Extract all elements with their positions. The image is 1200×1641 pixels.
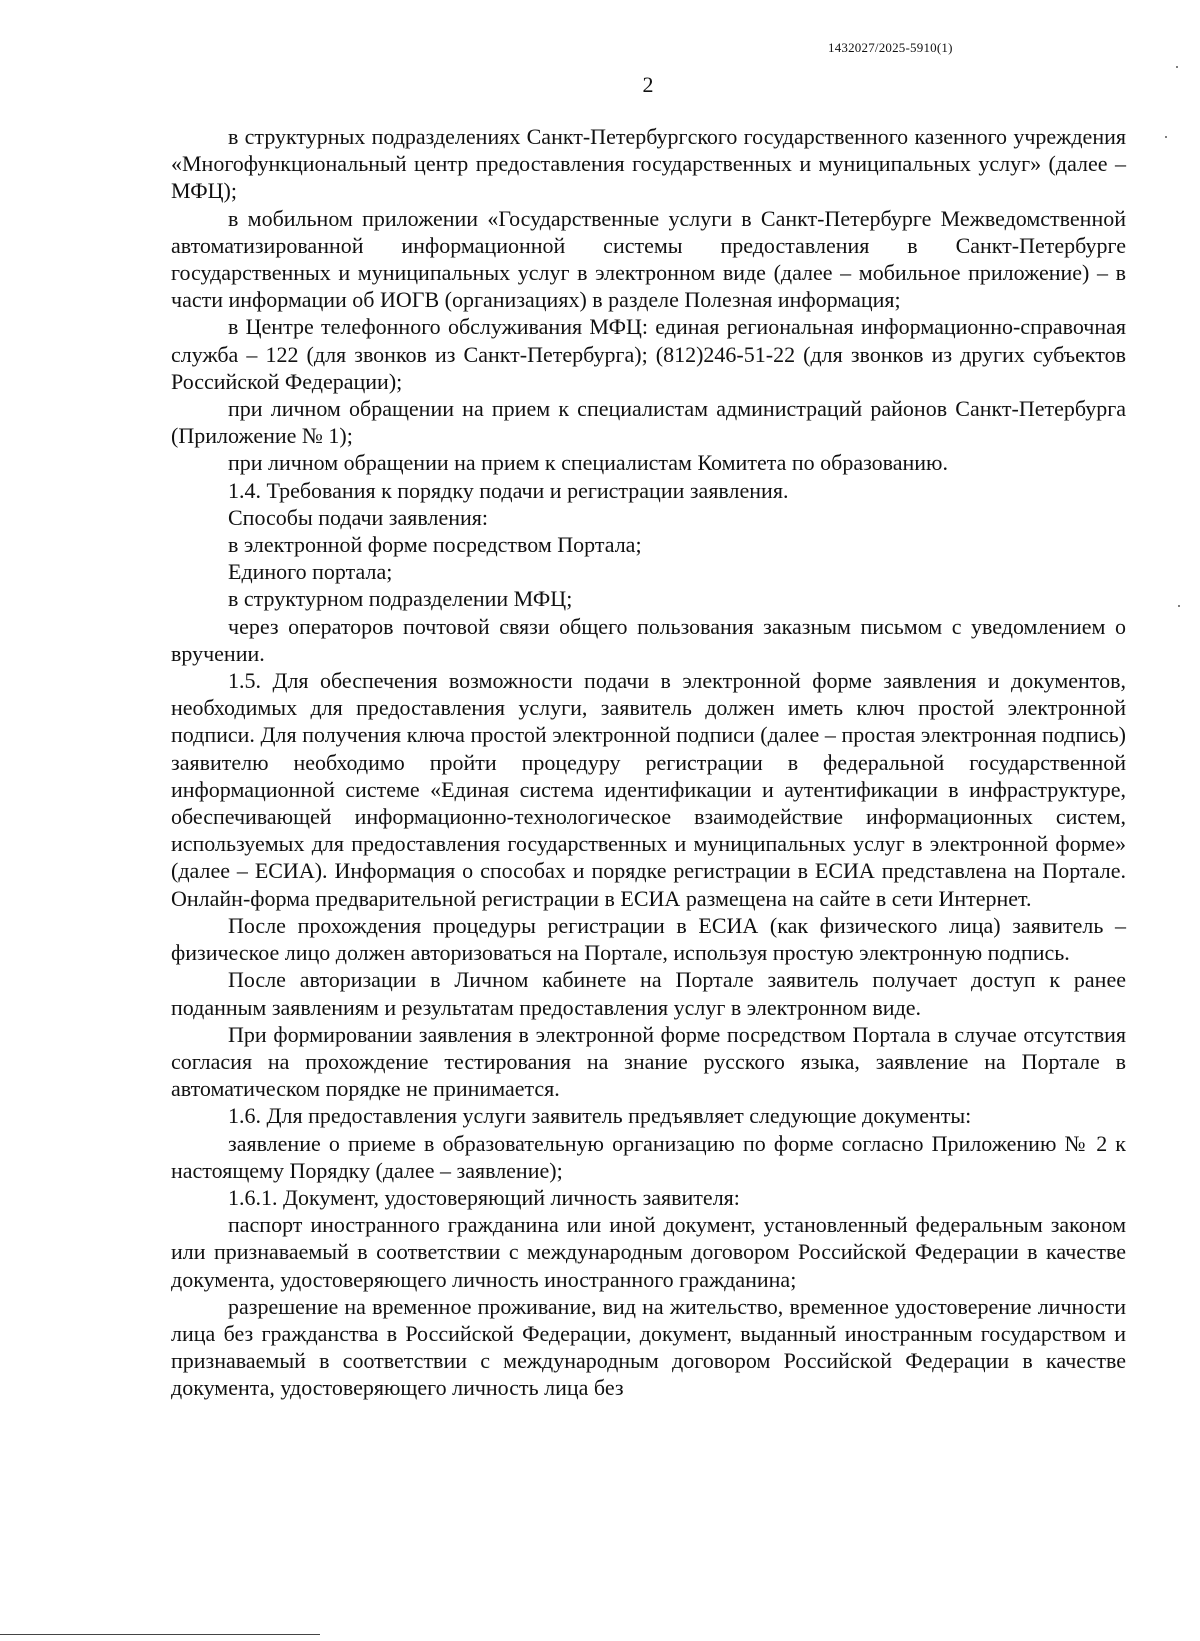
paragraph-mobile-app: в мобильном приложении «Государственные услуги в Санкт-Петербурге Межведомственной автоматизированной информационной системы предоставления в Санкт-Петербурге государственных и муниципальных услуг в электронном виде (далее – мобильное приложение) – в части информации об ИОГВ (организациях) в разделе Полезная информация; <box>171 205 1126 313</box>
section-heading-1-6: 1.6. Для предоставления услуги заявитель предъявляет следующие документы: <box>228 1103 972 1129</box>
section-1-5-esia: 1.5. Для обеспечения возможности подачи в электронной форме заявления и документов, необходимых для предоставления услуги, заявитель должен иметь ключ простой электронной подписи. Для получения ключа простой электронной подписи (далее – простая электронная подпись) заявителю необходимо пройти процедуру регистрации в федеральной государственной информационной системе «Единая система идентификации и аутентификации в инфраструктуре, обеспечивающей информационно-технологическое взаимодействие информационных систем, используемых для предоставления государственных и муниципальных услуг в электронной форме» (далее – ЕСИА). Информация о способах и порядке регистрации в ЕСИА представлена на Портале. Онлайн-форма предварительной регистрации в ЕСИА размещена на сайте в сети Интернет. <box>171 668 1126 911</box>
scan-speck <box>1176 66 1178 68</box>
paragraph-education-committee: при личном обращении на прием к специалистам Комитета по образованию. <box>228 450 948 476</box>
scan-speck <box>1165 136 1167 138</box>
scan-edge-line <box>0 1634 320 1635</box>
scan-speck <box>1178 605 1180 607</box>
page-number: 2 <box>642 72 654 97</box>
document-body <box>171 123 1126 1402</box>
paragraph-foreign-passport: паспорт иностранного гражданина или иной документ, установленный федеральным законом или признаваемый в соответствии с международным договором Российской Федерации в качестве документа, удостоверяющего личность иностранного гражданина; <box>171 1212 1126 1292</box>
section-heading-1-4: 1.4. Требования к порядку подачи и регистрации заявления. <box>228 477 789 503</box>
paragraph-mfc: в структурных подразделениях Санкт-Петербургского государственного казенного учреждения «Многофункциональный центр предоставления государственных и муниципальных услуг» (далее – МФЦ); <box>171 124 1126 204</box>
paragraph-language-test: При формировании заявления в электронной форме посредством Портала в случае отсутствия согласия на прохождение тестирования на знание русского языка, заявление на Портале в автоматическом порядке не принимается. <box>171 1021 1126 1102</box>
list-item-postal: через операторов почтовой связи общего пользования заказным письмом с уведомлением о вручении. <box>171 613 1126 666</box>
list-item-unified-portal: Единого портала; <box>228 559 393 585</box>
document-registration-number: 1432027/2025-5910(1) <box>828 40 953 55</box>
paragraph-submission-methods: Способы подачи заявления: <box>228 504 488 530</box>
paragraph-after-authorization: После авторизации в Личном кабинете на Портале заявитель получает доступ к ранее поданным заявлениям и результатам предоставления услуг в электронном виде. <box>171 967 1126 1020</box>
paragraph-application-form: заявление о приеме в образовательную организацию по форме согласно Приложению № 2 к настоящему Порядку (далее – заявление); <box>171 1130 1126 1183</box>
paragraph-call-center: в Центре телефонного обслуживания МФЦ: единая региональная информационно-справочная служба – 122 (для звонков из Санкт-Петербурга); (812)246-51-22 (для звонков из других субъектов Российской Федерации); <box>171 314 1126 394</box>
paragraph-residence-permit: разрешение на временное проживание, вид на жительство, временное удостоверение личности лица без гражданства в Российской Федерации, документ, выданный иностранным государством и признаваемый в соответствии с международным договором Российской Федерации в качестве документа, удостоверяющего личность лица без <box>171 1293 1126 1401</box>
paragraph-after-registration: После прохождения процедуры регистрации в ЕСИА (как физического лица) заявитель – физическое лицо должен авторизоваться на Портале, используя простую электронную подпись. <box>171 912 1126 966</box>
section-heading-1-6-1: 1.6.1. Документ, удостоверяющий личность заявителя: <box>228 1184 740 1210</box>
list-item-portal: в электронной форме посредством Портала; <box>228 532 642 558</box>
list-item-mfc: в структурном подразделении МФЦ; <box>228 586 573 612</box>
paragraph-district-admin: при личном обращении на прием к специалистам администраций районов Санкт-Петербурга (Приложение № 1); <box>171 396 1126 449</box>
